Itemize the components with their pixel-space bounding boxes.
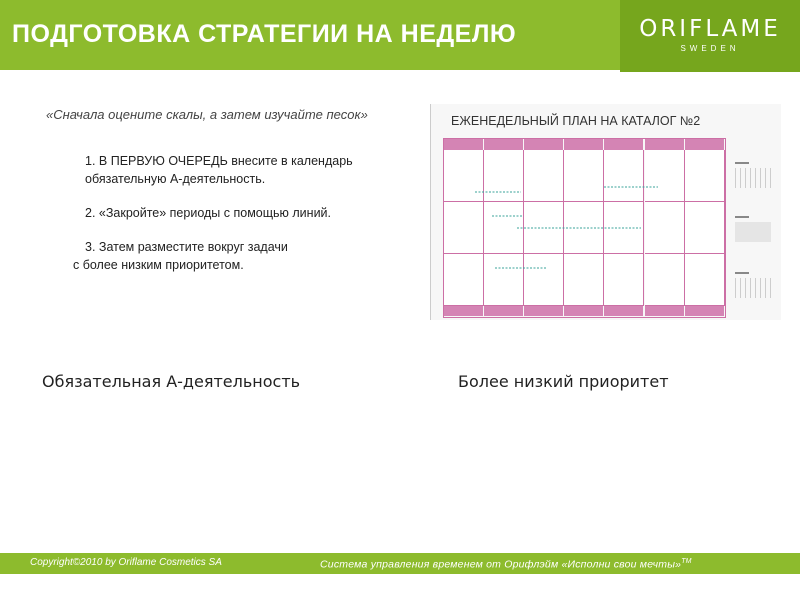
calendar-title: ЕЖЕНЕДЕЛЬНЫЙ ПЛАН НА КАТАЛОГ №2 xyxy=(451,114,701,128)
lower-priority-label: Более низкий приоритет xyxy=(458,372,669,391)
footer-tagline xyxy=(320,558,692,571)
quote-text: «Сначала оцените скалы, а затем изучайте песок» xyxy=(46,107,368,122)
tagline-text: Система управления временем от Орифлэйм «Исполни свои мечты» xyxy=(320,558,682,571)
logo-subtext: SWEDEN xyxy=(680,44,740,53)
step-3-line-1: 3. Затем разместите вокруг задачи xyxy=(85,240,288,254)
header-bar xyxy=(0,0,800,70)
step-2: 2. «Закройте» периоды с помощью линий. xyxy=(85,206,332,220)
copyright-text: Copyright©2010 by Oriflame Cosmetics SA xyxy=(30,557,222,568)
mandatory-activity-label: Обязательная А-деятельность xyxy=(42,372,301,391)
step-1-line-2: обязательную А-деятельность. xyxy=(85,172,266,186)
page-title: ПОДГОТОВКА СТРАТЕГИИ НА НЕДЕЛЮ xyxy=(12,20,517,48)
step-3-line-2: с более низким приоритетом. xyxy=(73,258,244,272)
steps-list xyxy=(73,152,425,274)
logo-wordmark: ORIFLAME xyxy=(639,16,781,42)
weekly-plan-calendar-image xyxy=(430,104,781,320)
arrows-overlay xyxy=(431,104,781,320)
step-1-line-1: 1. В ПЕРВУЮ ОЧЕРЕДЬ внесите в календарь xyxy=(85,154,353,168)
footer-bar xyxy=(0,553,800,574)
brand-logo xyxy=(620,0,800,72)
trademark-mark: TM xyxy=(681,558,692,565)
